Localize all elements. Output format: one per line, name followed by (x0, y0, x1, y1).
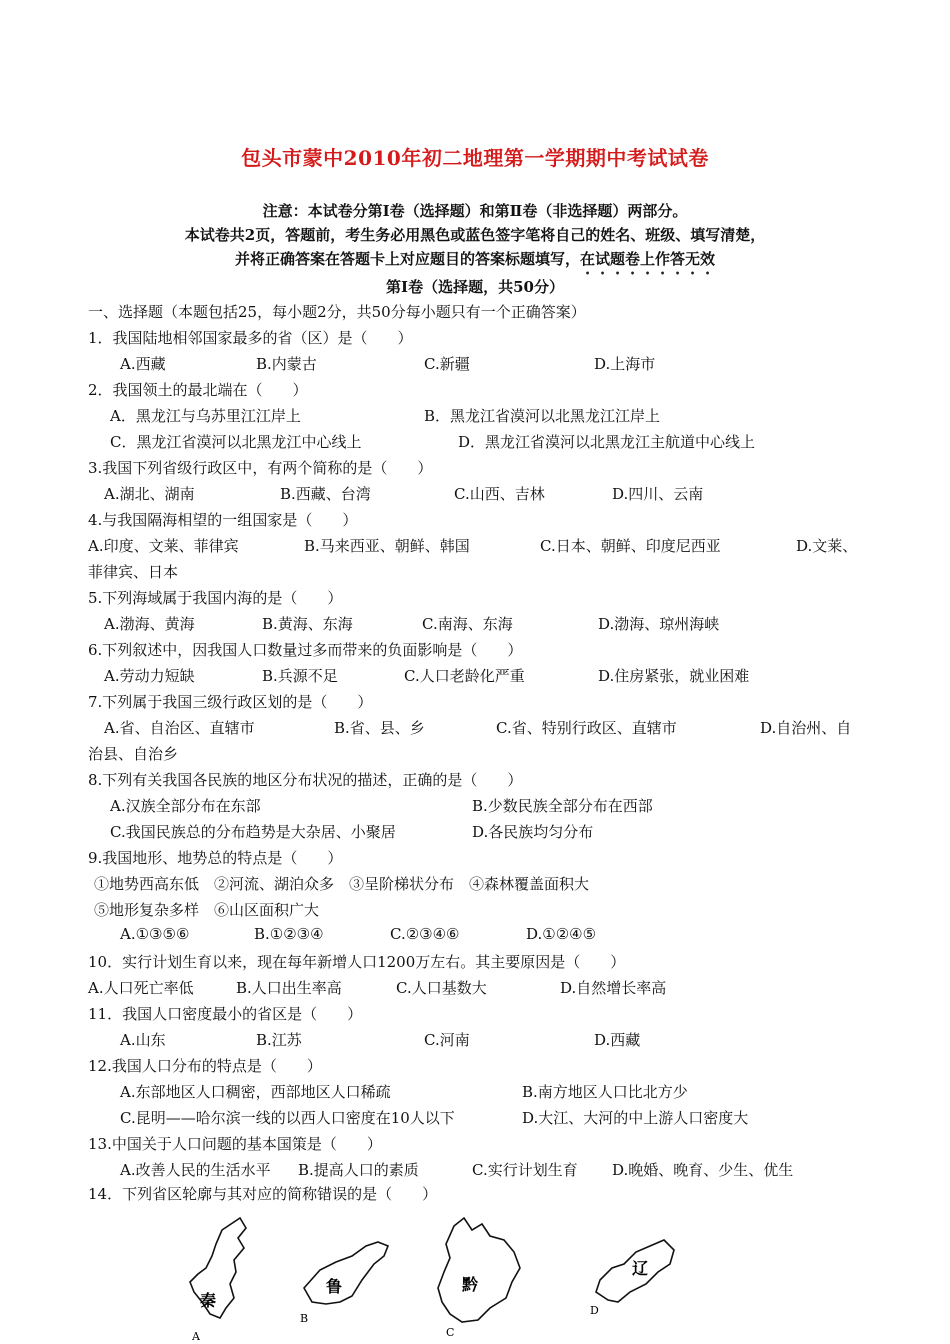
option-b: B.①②③④ (254, 925, 324, 943)
option-c: C.②③④⑥ (390, 925, 460, 943)
option-d: D.①②④⑤ (526, 925, 597, 943)
notice-line-3 (0, 248, 950, 278)
option-b: B.马来西亚、朝鲜、韩国 (304, 537, 470, 555)
question-stem: 3.我国下列省级行政区中，有两个简称的是（ ） (88, 459, 433, 477)
option-a: A.劳动力短缺 (104, 667, 195, 685)
notice-line-1: 注意：本试卷分第Ⅰ卷（选择题）和第Ⅱ卷（非选择题）两部分。 (262, 202, 688, 220)
question-stem: 11．我国人口密度最小的省区是（ ） (88, 1005, 363, 1023)
option-c: C.实行计划生育 (472, 1161, 578, 1179)
option-a: A.人口死亡率低 (88, 979, 194, 997)
option-b: B.少数民族全部分布在西部 (472, 797, 653, 815)
option-b: B．黑龙江省漠河以北黑龙江江岸上 (424, 407, 661, 425)
option-c: C.河南 (424, 1031, 470, 1049)
question-stem: 8.下列有关我国各民族的地区分布状况的描述，正确的是（ ） (88, 771, 523, 789)
option-b: B.黄海、东海 (262, 615, 353, 633)
option-c: C.我国民族总的分布趋势是大杂居、小聚居 (110, 823, 396, 841)
province-letter-a: A (192, 1330, 200, 1343)
province-letter-c: C (446, 1326, 455, 1339)
question-stem: 5.下列海域属于我国内海的是（ ） (88, 589, 343, 607)
notice-line-2: 本试卷共2页，答题前，考生务必用黑色或蓝色签字笔将自己的姓名、班级、填写清楚， (184, 226, 766, 244)
province-outline-a (190, 1218, 246, 1318)
question-stem: 7.下列属于我国三级行政区划的是（ ） (88, 693, 373, 711)
option-c: C.山西、吉林 (454, 485, 545, 503)
option-b: B.江苏 (256, 1031, 302, 1049)
exam-title: 包头市蒙中2010年初二地理第一学期期中考试试卷 (241, 146, 709, 170)
option-b: B.提高人口的素质 (298, 1161, 419, 1179)
option-c: C.人口基数大 (396, 979, 487, 997)
option-a: A.渤海、黄海 (104, 615, 195, 633)
option-d: D.晚婚、晚育、少生、优生 (612, 1161, 794, 1179)
option-a: A.印度、文莱、菲律宾 (88, 537, 239, 555)
option-d: D.各民族均匀分布 (472, 823, 594, 841)
option-b: B.省、县、乡 (334, 719, 425, 737)
option-d: D.自治州、自 (760, 719, 852, 737)
province-label-b: 鲁 (326, 1277, 343, 1296)
option-a: A.①③⑤⑥ (120, 925, 190, 943)
section-title: 第Ⅰ卷（选择题，共50分） (386, 278, 564, 296)
option-d: D.渤海、琼州海峡 (598, 615, 720, 633)
question-stem: 2．我国领土的最北端在（ ） (88, 381, 308, 399)
notice-line-3-emphasis: 在试题卷上作答无效 (580, 250, 716, 268)
option-b: B.西藏、台湾 (280, 485, 371, 503)
question-stem: 14．下列省区轮廓与其对应的简称错误的是（ ） (88, 1185, 438, 1203)
option-c: C.人口老龄化严重 (404, 667, 525, 685)
option-a: A.西藏 (120, 355, 166, 373)
option-a: A.省、自治区、直辖市 (104, 719, 255, 737)
statements-line-1: ①地势西高东低 ②河流、湖泊众多 ③呈阶梯状分布 ④森林覆盖面积大 (94, 875, 590, 893)
province-label-a: 秦 (200, 1291, 217, 1310)
instructions: 一、选择题（本题包括25，每小题2分，共50分每小题只有一个正确答案） (88, 303, 586, 321)
option-c: C.新疆 (424, 355, 470, 373)
question-stem: 13.中国关于人口问题的基本国策是（ ） (88, 1135, 382, 1153)
province-outline-figure (180, 1210, 700, 1344)
option-d: D.四川、云南 (612, 485, 704, 503)
option-c: C.昆明——哈尔滨一线的以西人口密度在10人以下 (120, 1109, 455, 1127)
option-b: B.兵源不足 (262, 667, 338, 685)
option-c: C.省、特别行政区、直辖市 (496, 719, 677, 737)
province-outline-b (304, 1242, 388, 1304)
question-stem: 9.我国地形、地势总的特点是（ ） (88, 849, 343, 867)
option-d: D.自然增长率高 (560, 979, 667, 997)
notice-line-3-text: 并将正确答案在答题卡上对应题目的答案标题填写， (234, 250, 580, 268)
option-a: A.东部地区人口稠密，西部地区人口稀疏 (120, 1083, 391, 1101)
option-d: D.大江、大河的中上游人口密度大 (522, 1109, 749, 1127)
option-a: A.改善人民的生活水平 (120, 1161, 271, 1179)
option-b: B.人口出生率高 (236, 979, 342, 997)
option-b: B.南方地区人口比北方少 (522, 1083, 688, 1101)
option-d: D.上海市 (594, 355, 656, 373)
question-stem: 12.我国人口分布的特点是（ ） (88, 1057, 322, 1075)
option-a: A．黑龙江与乌苏里江江岸上 (110, 407, 301, 425)
question-stem: 4.与我国隔海相望的一组国家是（ ） (88, 511, 358, 529)
option-c: C.日本、朝鲜、印度尼西亚 (540, 537, 721, 555)
statements-line-2: ⑤地形复杂多样 ⑥山区面积广大 (94, 901, 320, 919)
option-c: C.南海、东海 (422, 615, 513, 633)
province-letter-b: B (300, 1312, 309, 1325)
question-stem: 10．实行计划生育以来，现在每年新增人口1200万左右。其主要原因是（ ） (88, 953, 626, 971)
option-d: D．黑龙江省漠河以北黑龙江主航道中心线上 (458, 433, 756, 451)
province-outline-c (438, 1218, 520, 1322)
option-d-continued: 治县、自治乡 (88, 745, 179, 763)
option-c: C．黑龙江省漠河以北黑龙江中心线上 (110, 433, 362, 451)
province-label-c: 黔 (462, 1275, 479, 1294)
option-d-continued: 菲律宾、日本 (88, 563, 179, 581)
option-a: A.湖北、湖南 (104, 485, 195, 503)
option-a: A.山东 (120, 1031, 166, 1049)
option-b: B.内蒙古 (256, 355, 317, 373)
question-stem: 6.下列叙述中，因我国人口数量过多而带来的负面影响是（ ） (88, 641, 523, 659)
province-label-d: 辽 (632, 1259, 649, 1278)
option-a: A.汉族全部分布在东部 (110, 797, 261, 815)
option-d: D.住房紧张，就业困难 (598, 667, 750, 685)
option-d: D.文莱、 (796, 537, 858, 555)
option-d: D.西藏 (594, 1031, 641, 1049)
province-letter-d: D (590, 1304, 599, 1317)
question-stem: 1．我国陆地相邻国家最多的省（区）是（ ） (88, 329, 413, 347)
